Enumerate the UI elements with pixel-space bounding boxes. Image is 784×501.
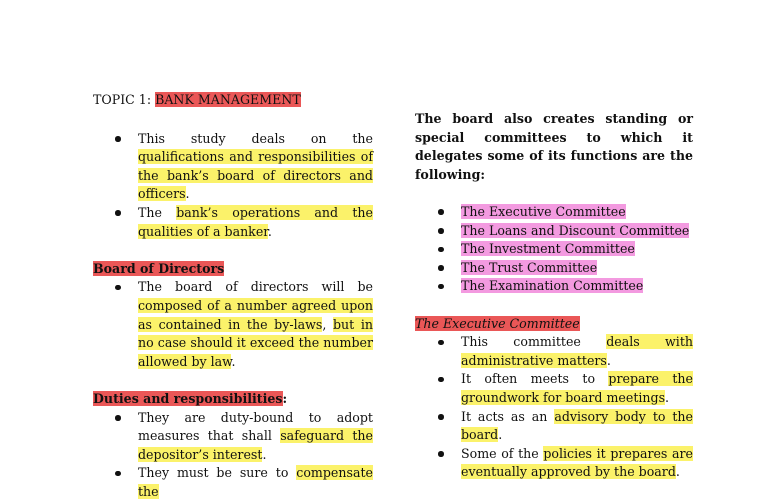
- list-item: [93, 464, 373, 501]
- text-segment: .: [231, 354, 235, 369]
- executive-bullet-list: [415, 333, 693, 482]
- list-item: [415, 277, 693, 296]
- list-item: [415, 222, 693, 241]
- bullet-text: [461, 371, 693, 405]
- list-item: [93, 130, 373, 204]
- highlighted-text: bank’s operations and the qualities of a banker: [138, 205, 373, 239]
- bullet-text: [461, 446, 693, 480]
- text-segment: Some of the: [461, 446, 543, 461]
- section-heading-duties: [93, 390, 373, 409]
- text-segment: .: [498, 427, 502, 442]
- duties-heading: Duties and responsibilities: [93, 391, 283, 406]
- bullet-text: [138, 131, 373, 202]
- bullet-text: [461, 409, 693, 443]
- highlighted-text: prepare the groundwork for board meetings: [461, 371, 693, 405]
- text-segment: .: [665, 390, 669, 405]
- highlighted-text: deals with administrative matters: [461, 334, 693, 368]
- list-item: [93, 409, 373, 465]
- bullet-text: [138, 205, 373, 239]
- highlighted-text: but in no case should it exceed the number allowed by law: [138, 317, 373, 369]
- list-item: [415, 445, 693, 482]
- duties-bullet-list: [93, 409, 373, 501]
- text-segment: The: [138, 205, 176, 220]
- committee-name: The Examination Committee: [461, 278, 643, 293]
- text-segment: .: [268, 224, 272, 239]
- left-column: [93, 91, 373, 501]
- right-column: [415, 110, 693, 482]
- text-segment: This committee: [461, 334, 606, 349]
- topic-prefix: TOPIC 1:: [93, 92, 155, 107]
- section-heading-executive: [415, 315, 693, 334]
- text-segment: They are duty-bound to adopt measures that shall: [138, 410, 373, 444]
- bullet-text: [461, 334, 693, 368]
- section-heading-board: [93, 260, 373, 279]
- list-item: [93, 278, 373, 371]
- committee-name: The Trust Committee: [461, 260, 597, 275]
- duties-colon: :: [283, 391, 288, 406]
- text-segment: .: [676, 464, 680, 479]
- executive-heading: The Executive Committee: [415, 316, 580, 331]
- list-item: [415, 370, 693, 407]
- text-segment: The board of directors will be: [138, 279, 373, 294]
- list-item: [415, 333, 693, 370]
- board-bullet-list: [93, 278, 373, 371]
- bullet-text: [138, 279, 373, 368]
- highlighted-text: safeguard the depositor’s interest: [138, 428, 373, 462]
- list-item: [415, 259, 693, 278]
- topic-title: BANK MANAGEMENT: [155, 92, 301, 107]
- committee-name: The Loans and Discount Committee: [461, 223, 689, 238]
- text-segment: They must be sure to: [138, 465, 296, 480]
- committee-list: [415, 203, 693, 296]
- text-segment: .: [186, 186, 190, 201]
- highlighted-text: advisory body to the board: [461, 409, 693, 443]
- highlighted-text: composed of a number agreed upon as contained in the by-laws: [138, 298, 373, 332]
- text-segment: It acts as an: [461, 409, 554, 424]
- list-item: [415, 203, 693, 222]
- committees-intro: The board also creates standing or special committees to which it delegates some of its functions are the following:: [415, 110, 693, 184]
- text-segment: .: [607, 353, 611, 368]
- bullet-text: [138, 465, 373, 499]
- text-segment: ,: [322, 317, 333, 332]
- board-heading: Board of Directors: [93, 261, 224, 276]
- topic-heading: [93, 91, 373, 110]
- highlighted-text: compensate the: [138, 465, 373, 499]
- highlighted-text: policies it prepares are eventually approved by the board: [461, 446, 693, 480]
- committee-name: The Investment Committee: [461, 241, 635, 256]
- intro-bullet-list: [93, 130, 373, 242]
- list-item: [415, 408, 693, 445]
- list-item: [415, 240, 693, 259]
- text-segment: This study deals on the: [138, 131, 373, 146]
- highlighted-text: qualifications and responsibilities of the bank’s board of directors and officers: [138, 149, 373, 201]
- text-segment: It often meets to: [461, 371, 608, 386]
- list-item: [93, 204, 373, 241]
- bullet-text: [138, 410, 373, 462]
- committee-name: The Executive Committee: [461, 204, 626, 219]
- text-segment: .: [262, 447, 266, 462]
